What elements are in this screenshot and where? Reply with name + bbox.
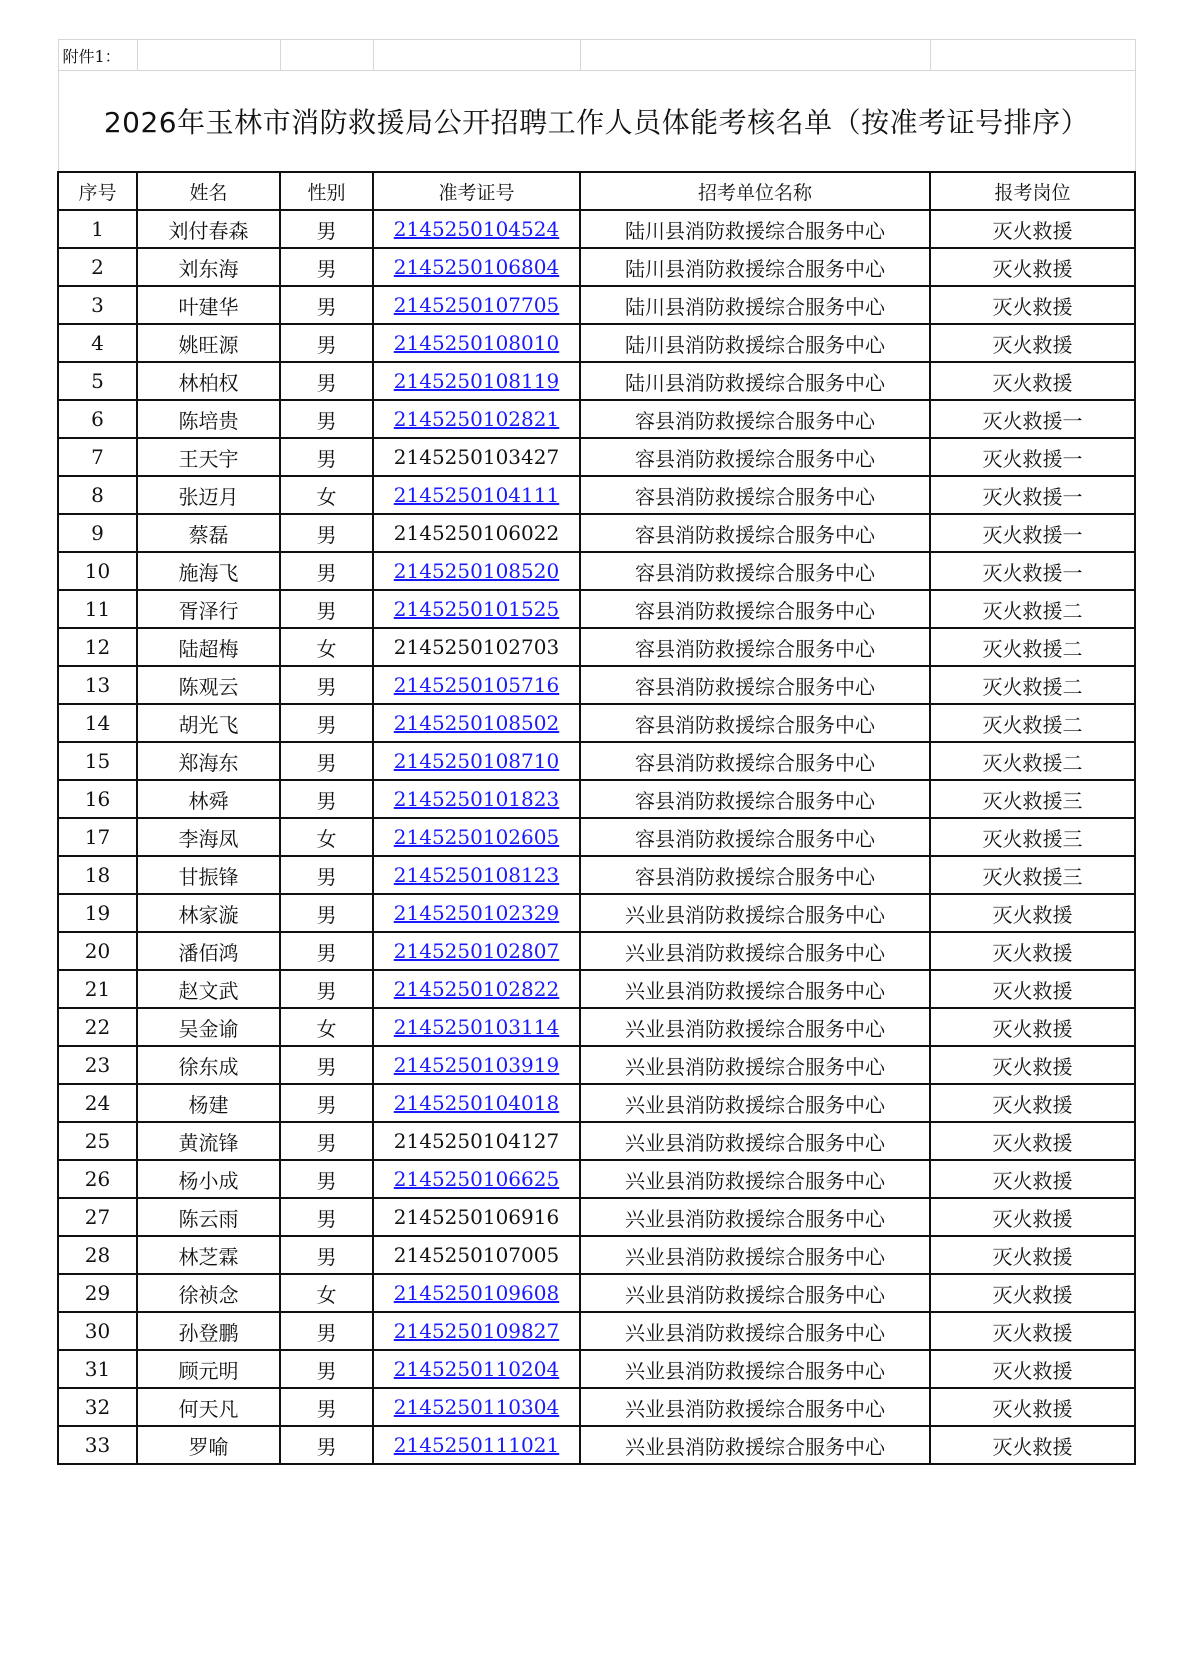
empty-cell [580, 40, 930, 71]
row-seq: 2 [58, 248, 137, 286]
row-post: 灭火救援 [930, 1008, 1135, 1046]
row-unit: 容县消防救援综合服务中心 [580, 780, 930, 818]
row-post: 灭火救援 [930, 1046, 1135, 1084]
table-row [58, 552, 1135, 590]
row-seq: 30 [58, 1312, 137, 1350]
row-unit: 容县消防救援综合服务中心 [580, 818, 930, 856]
row-post: 灭火救援三 [930, 780, 1135, 818]
row-name: 胥泽行 [137, 590, 280, 628]
row-name: 施海飞 [137, 552, 280, 590]
row-gender: 男 [280, 514, 373, 552]
candidate-table [57, 39, 1136, 1465]
row-ticket-cell [373, 476, 580, 514]
column-header-ticket: 准考证号 [373, 172, 580, 210]
row-post: 灭火救援 [930, 1084, 1135, 1122]
row-unit: 兴业县消防救援综合服务中心 [580, 1350, 930, 1388]
row-name: 林家漩 [137, 894, 280, 932]
table-row [58, 1388, 1135, 1426]
ticket-number-link[interactable]: 2145250104018 [393, 1091, 560, 1115]
row-ticket-cell [373, 514, 580, 552]
row-post: 灭火救援三 [930, 856, 1135, 894]
row-gender: 男 [280, 780, 373, 818]
table-row [58, 514, 1135, 552]
row-gender: 女 [280, 628, 373, 666]
table-row [58, 1350, 1135, 1388]
ticket-number-link[interactable]: 2145250102822 [393, 977, 560, 1001]
row-post: 灭火救援 [930, 1160, 1135, 1198]
row-ticket-cell [373, 248, 580, 286]
row-seq: 1 [58, 210, 137, 248]
table-row [58, 1160, 1135, 1198]
row-gender: 男 [280, 438, 373, 476]
row-ticket-cell [373, 1122, 580, 1160]
row-gender: 男 [280, 362, 373, 400]
row-post: 灭火救援一 [930, 400, 1135, 438]
row-unit: 容县消防救援综合服务中心 [580, 476, 930, 514]
row-post: 灭火救援 [930, 362, 1135, 400]
empty-cell [930, 40, 1135, 71]
row-name: 杨小成 [137, 1160, 280, 1198]
ticket-number-link[interactable]: 2145250107705 [393, 293, 560, 317]
row-unit: 兴业县消防救援综合服务中心 [580, 1008, 930, 1046]
table-row [58, 438, 1135, 476]
row-seq: 9 [58, 514, 137, 552]
column-header-post: 报考岗位 [930, 172, 1135, 210]
empty-cell [137, 40, 280, 71]
ticket-number-link[interactable]: 2145250106804 [393, 255, 560, 279]
row-ticket-cell [373, 970, 580, 1008]
row-post: 灭火救援 [930, 1350, 1135, 1388]
row-seq: 31 [58, 1350, 137, 1388]
row-name: 郑海东 [137, 742, 280, 780]
ticket-number-link[interactable]: 2145250108710 [393, 749, 560, 773]
row-ticket-cell [373, 1388, 580, 1426]
ticket-number-link[interactable]: 2145250110204 [393, 1357, 560, 1381]
row-ticket-cell [373, 742, 580, 780]
row-post: 灭火救援二 [930, 590, 1135, 628]
row-unit: 兴业县消防救援综合服务中心 [580, 1160, 930, 1198]
row-seq: 27 [58, 1198, 137, 1236]
title-row [58, 71, 1135, 173]
table-row [58, 590, 1135, 628]
row-seq: 4 [58, 324, 137, 362]
row-gender: 男 [280, 286, 373, 324]
empty-cell [373, 40, 580, 71]
row-ticket-cell [373, 1160, 580, 1198]
row-seq: 3 [58, 286, 137, 324]
row-name: 叶建华 [137, 286, 280, 324]
header-row [58, 172, 1135, 210]
row-gender: 男 [280, 1350, 373, 1388]
row-name: 刘付春森 [137, 210, 280, 248]
row-post: 灭火救援 [930, 324, 1135, 362]
row-unit: 陆川县消防救援综合服务中心 [580, 324, 930, 362]
row-post: 灭火救援 [930, 210, 1135, 248]
table-row [58, 1198, 1135, 1236]
row-name: 林柏权 [137, 362, 280, 400]
table-row [58, 894, 1135, 932]
row-post: 灭火救援 [930, 894, 1135, 932]
row-gender: 男 [280, 1160, 373, 1198]
row-seq: 25 [58, 1122, 137, 1160]
row-post: 灭火救援 [930, 932, 1135, 970]
table-row [58, 248, 1135, 286]
row-gender: 男 [280, 932, 373, 970]
row-ticket-cell [373, 400, 580, 438]
row-ticket-cell [373, 1312, 580, 1350]
row-gender: 男 [280, 210, 373, 248]
row-unit: 容县消防救援综合服务中心 [580, 438, 930, 476]
row-ticket-cell [373, 324, 580, 362]
row-seq: 6 [58, 400, 137, 438]
row-ticket-cell [373, 932, 580, 970]
row-seq: 13 [58, 666, 137, 704]
row-ticket-cell [373, 1274, 580, 1312]
column-header-seq: 序号 [58, 172, 137, 210]
row-gender: 女 [280, 1008, 373, 1046]
column-header-gender: 性别 [280, 172, 373, 210]
row-seq: 28 [58, 1236, 137, 1274]
row-gender: 男 [280, 590, 373, 628]
ticket-number-link[interactable]: 2145250101525 [393, 597, 560, 621]
ticket-number-link[interactable]: 2145250104524 [393, 217, 560, 241]
row-post: 灭火救援 [930, 1198, 1135, 1236]
ticket-number-link[interactable]: 2145250104111 [393, 483, 560, 507]
row-ticket-cell [373, 590, 580, 628]
row-ticket-cell [373, 210, 580, 248]
row-name: 何天凡 [137, 1388, 280, 1426]
row-ticket-cell [373, 1426, 580, 1464]
ticket-number: 2145250104127 [393, 1129, 560, 1153]
row-seq: 16 [58, 780, 137, 818]
row-name: 徐祯念 [137, 1274, 280, 1312]
table-row [58, 1122, 1135, 1160]
row-post: 灭火救援二 [930, 666, 1135, 704]
row-ticket-cell [373, 1236, 580, 1274]
table-row [58, 1274, 1135, 1312]
table-row [58, 1236, 1135, 1274]
row-ticket-cell [373, 1046, 580, 1084]
row-unit: 兴业县消防救援综合服务中心 [580, 1312, 930, 1350]
row-name: 蔡磊 [137, 514, 280, 552]
row-post: 灭火救援 [930, 248, 1135, 286]
row-name: 吴金谕 [137, 1008, 280, 1046]
row-seq: 19 [58, 894, 137, 932]
row-name: 罗喻 [137, 1426, 280, 1464]
row-name: 赵文武 [137, 970, 280, 1008]
ticket-number-link[interactable]: 2145250108520 [393, 559, 560, 583]
ticket-number-link[interactable]: 2145250108502 [393, 711, 560, 735]
table-row [58, 324, 1135, 362]
row-post: 灭火救援 [930, 1236, 1135, 1274]
row-unit: 容县消防救援综合服务中心 [580, 552, 930, 590]
page-title: 2026年玉林市消防救援局公开招聘工作人员体能考核名单（按准考证号排序） [58, 71, 1135, 173]
table-row [58, 704, 1135, 742]
row-name: 刘东海 [137, 248, 280, 286]
table-row [58, 666, 1135, 704]
table-row [58, 1008, 1135, 1046]
row-gender: 男 [280, 1236, 373, 1274]
row-post: 灭火救援一 [930, 514, 1135, 552]
ticket-number-link[interactable]: 2145250108119 [393, 369, 560, 393]
row-seq: 23 [58, 1046, 137, 1084]
row-ticket-cell [373, 666, 580, 704]
row-seq: 17 [58, 818, 137, 856]
row-seq: 26 [58, 1160, 137, 1198]
ticket-number: 2145250103427 [393, 445, 560, 469]
table-row [58, 932, 1135, 970]
row-seq: 33 [58, 1426, 137, 1464]
ticket-number-link[interactable]: 2145250110304 [393, 1395, 560, 1419]
row-seq: 21 [58, 970, 137, 1008]
row-unit: 陆川县消防救援综合服务中心 [580, 286, 930, 324]
row-seq: 11 [58, 590, 137, 628]
row-post: 灭火救援 [930, 1388, 1135, 1426]
ticket-number-link[interactable]: 2145250109827 [393, 1319, 560, 1343]
table-row [58, 628, 1135, 666]
row-unit: 兴业县消防救援综合服务中心 [580, 1236, 930, 1274]
row-unit: 兴业县消防救援综合服务中心 [580, 1046, 930, 1084]
ticket-number-link[interactable]: 2145250108123 [393, 863, 560, 887]
table-row [58, 742, 1135, 780]
row-gender: 男 [280, 1122, 373, 1160]
ticket-number-link[interactable]: 2145250108010 [393, 331, 560, 355]
annex-label: 附件1： [58, 40, 137, 71]
row-unit: 陆川县消防救援综合服务中心 [580, 248, 930, 286]
row-seq: 22 [58, 1008, 137, 1046]
row-gender: 男 [280, 666, 373, 704]
ticket-number: 2145250106022 [393, 521, 560, 545]
row-unit: 容县消防救援综合服务中心 [580, 628, 930, 666]
row-unit: 兴业县消防救援综合服务中心 [580, 894, 930, 932]
row-ticket-cell [373, 704, 580, 742]
row-ticket-cell [373, 552, 580, 590]
row-name: 陈观云 [137, 666, 280, 704]
row-gender: 男 [280, 970, 373, 1008]
row-name: 陈云雨 [137, 1198, 280, 1236]
ticket-number: 2145250107005 [393, 1243, 560, 1267]
row-name: 张迈月 [137, 476, 280, 514]
row-post: 灭火救援二 [930, 628, 1135, 666]
row-seq: 32 [58, 1388, 137, 1426]
row-name: 顾元明 [137, 1350, 280, 1388]
row-name: 杨建 [137, 1084, 280, 1122]
row-unit: 兴业县消防救援综合服务中心 [580, 970, 930, 1008]
row-gender: 男 [280, 1426, 373, 1464]
ticket-number-link[interactable]: 2145250102605 [393, 825, 560, 849]
row-ticket-cell [373, 818, 580, 856]
ticket-number-link[interactable]: 2145250105716 [393, 673, 560, 697]
row-post: 灭火救援二 [930, 704, 1135, 742]
row-post: 灭火救援 [930, 1312, 1135, 1350]
row-gender: 女 [280, 476, 373, 514]
row-unit: 兴业县消防救援综合服务中心 [580, 1198, 930, 1236]
row-seq: 29 [58, 1274, 137, 1312]
table-row [58, 780, 1135, 818]
row-name: 胡光飞 [137, 704, 280, 742]
row-seq: 7 [58, 438, 137, 476]
table-row [58, 1312, 1135, 1350]
row-post: 灭火救援 [930, 970, 1135, 1008]
row-name: 甘振锋 [137, 856, 280, 894]
row-ticket-cell [373, 362, 580, 400]
row-unit: 兴业县消防救援综合服务中心 [580, 932, 930, 970]
spreadsheet-sheet [57, 39, 1134, 1465]
row-seq: 8 [58, 476, 137, 514]
row-post: 灭火救援一 [930, 438, 1135, 476]
row-name: 林舜 [137, 780, 280, 818]
row-name: 徐东成 [137, 1046, 280, 1084]
ticket-number-link[interactable]: 2145250101823 [393, 787, 560, 811]
annex-row [58, 40, 1135, 71]
ticket-number-link[interactable]: 2145250102807 [393, 939, 560, 963]
ticket-number-link[interactable]: 2145250102329 [393, 901, 560, 925]
empty-cell [280, 40, 373, 71]
table-row [58, 1426, 1135, 1464]
row-seq: 20 [58, 932, 137, 970]
row-gender: 男 [280, 1046, 373, 1084]
row-unit: 兴业县消防救援综合服务中心 [580, 1084, 930, 1122]
ticket-number-link[interactable]: 2145250109608 [393, 1281, 560, 1305]
row-post: 灭火救援 [930, 1274, 1135, 1312]
ticket-number: 2145250102703 [393, 635, 560, 659]
ticket-number: 2145250106916 [393, 1205, 560, 1229]
row-post: 灭火救援 [930, 1122, 1135, 1160]
row-gender: 男 [280, 324, 373, 362]
row-gender: 男 [280, 894, 373, 932]
row-unit: 容县消防救援综合服务中心 [580, 742, 930, 780]
row-unit: 兴业县消防救援综合服务中心 [580, 1274, 930, 1312]
table-row [58, 818, 1135, 856]
row-gender: 女 [280, 1274, 373, 1312]
row-ticket-cell [373, 286, 580, 324]
row-post: 灭火救援一 [930, 476, 1135, 514]
column-header-unit: 招考单位名称 [580, 172, 930, 210]
table-row [58, 1084, 1135, 1122]
ticket-number-link[interactable]: 2145250102821 [393, 407, 560, 431]
row-seq: 12 [58, 628, 137, 666]
row-ticket-cell [373, 1008, 580, 1046]
table-row [58, 476, 1135, 514]
row-post: 灭火救援一 [930, 552, 1135, 590]
row-seq: 15 [58, 742, 137, 780]
table-row [58, 362, 1135, 400]
column-header-name: 姓名 [137, 172, 280, 210]
row-gender: 男 [280, 1312, 373, 1350]
row-ticket-cell [373, 628, 580, 666]
ticket-number-link[interactable]: 2145250103919 [393, 1053, 560, 1077]
row-gender: 男 [280, 1388, 373, 1426]
row-ticket-cell [373, 894, 580, 932]
row-gender: 男 [280, 856, 373, 894]
ticket-number-link[interactable]: 2145250103114 [393, 1015, 560, 1039]
row-name: 王天宇 [137, 438, 280, 476]
row-unit: 陆川县消防救援综合服务中心 [580, 362, 930, 400]
row-name: 黄流锋 [137, 1122, 280, 1160]
row-unit: 兴业县消防救援综合服务中心 [580, 1426, 930, 1464]
row-unit: 兴业县消防救援综合服务中心 [580, 1122, 930, 1160]
row-seq: 10 [58, 552, 137, 590]
ticket-number-link[interactable]: 2145250111021 [393, 1433, 560, 1457]
row-ticket-cell [373, 1350, 580, 1388]
row-seq: 5 [58, 362, 137, 400]
row-post: 灭火救援三 [930, 818, 1135, 856]
table-row [58, 856, 1135, 894]
row-unit: 容县消防救援综合服务中心 [580, 400, 930, 438]
row-post: 灭火救援 [930, 1426, 1135, 1464]
row-post: 灭火救援二 [930, 742, 1135, 780]
row-unit: 兴业县消防救援综合服务中心 [580, 1388, 930, 1426]
row-ticket-cell [373, 780, 580, 818]
row-unit: 容县消防救援综合服务中心 [580, 514, 930, 552]
table-row [58, 286, 1135, 324]
row-gender: 男 [280, 552, 373, 590]
row-ticket-cell [373, 856, 580, 894]
row-unit: 容县消防救援综合服务中心 [580, 666, 930, 704]
row-seq: 14 [58, 704, 137, 742]
row-seq: 18 [58, 856, 137, 894]
row-name: 潘佰鸿 [137, 932, 280, 970]
row-ticket-cell [373, 1084, 580, 1122]
row-unit: 容县消防救援综合服务中心 [580, 704, 930, 742]
row-post: 灭火救援 [930, 286, 1135, 324]
row-ticket-cell [373, 1198, 580, 1236]
row-gender: 男 [280, 248, 373, 286]
row-name: 孙登鹏 [137, 1312, 280, 1350]
row-name: 陆超梅 [137, 628, 280, 666]
table-row [58, 400, 1135, 438]
row-gender: 男 [280, 400, 373, 438]
row-gender: 男 [280, 742, 373, 780]
table-row [58, 1046, 1135, 1084]
row-name: 林芝霖 [137, 1236, 280, 1274]
row-ticket-cell [373, 438, 580, 476]
row-unit: 陆川县消防救援综合服务中心 [580, 210, 930, 248]
row-gender: 女 [280, 818, 373, 856]
row-seq: 24 [58, 1084, 137, 1122]
row-name: 姚旺源 [137, 324, 280, 362]
row-name: 陈培贵 [137, 400, 280, 438]
row-gender: 男 [280, 704, 373, 742]
row-gender: 男 [280, 1084, 373, 1122]
row-name: 李海凤 [137, 818, 280, 856]
ticket-number-link[interactable]: 2145250106625 [393, 1167, 560, 1191]
row-unit: 容县消防救援综合服务中心 [580, 856, 930, 894]
row-gender: 男 [280, 1198, 373, 1236]
table-row [58, 210, 1135, 248]
row-unit: 容县消防救援综合服务中心 [580, 590, 930, 628]
table-row [58, 970, 1135, 1008]
